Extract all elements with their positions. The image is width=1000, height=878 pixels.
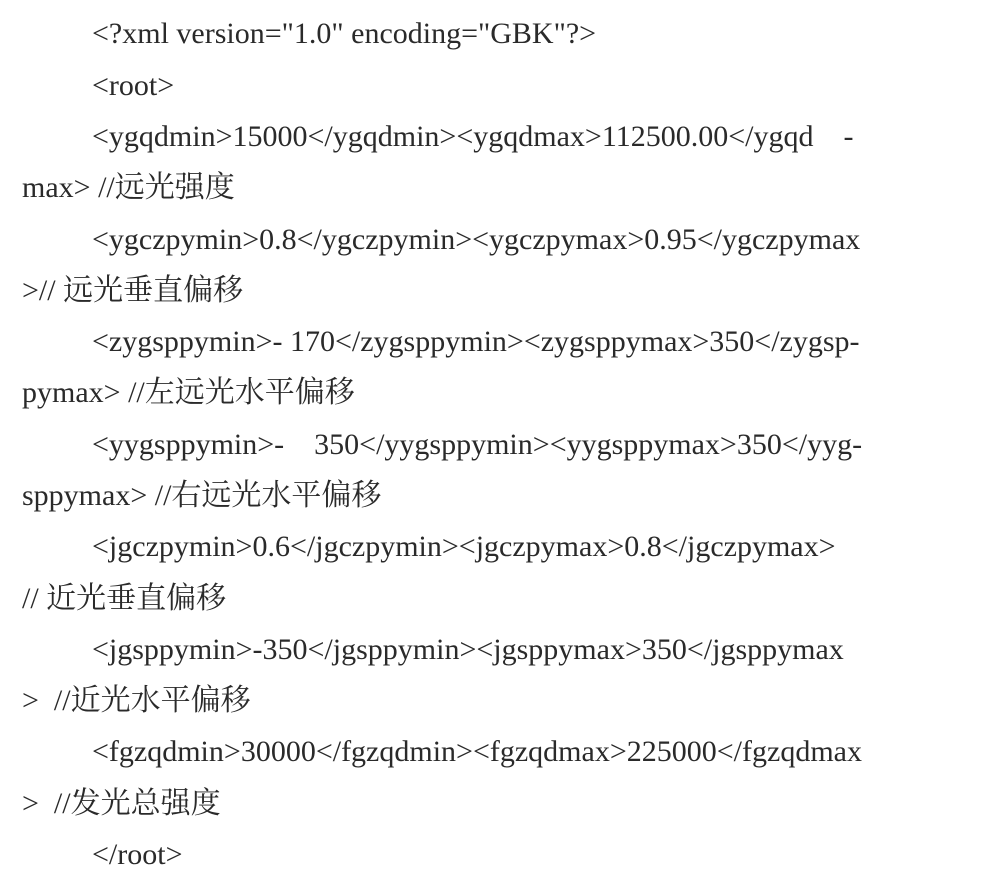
root-close-line: </root> <box>92 838 183 871</box>
ygqd-line: <ygqdmin>15000</ygqdmin><ygqdmax>112500.00</ygqd - <box>92 120 854 153</box>
jgczpy-comment-line: // 近光垂直偏移 <box>22 582 227 615</box>
yygsppy-line: <yygsppymin>- 350</yygsppymin><yygsppymax>350</yyg- <box>92 428 863 461</box>
jgsppy-comment-line: > //近光水平偏移 <box>22 684 251 717</box>
fgzqd-line: <fgzqdmin>30000</fgzqdmin><fgzqdmax>225000</fgzqdmax <box>92 735 862 768</box>
zygsppy-line: <zygsppymin>- 170</zygsppymin><zygsppymax>350</zygsp- <box>92 325 860 358</box>
jgczpy-line: <jgczpymin>0.6</jgczpymin><jgczpymax>0.8</jgczpymax> <box>92 530 836 563</box>
fgzqd-comment-line: > //发光总强度 <box>22 787 221 820</box>
root-open-line: <root> <box>92 69 175 102</box>
jgsppy-line: <jgsppymin>-350</jgsppymin><jgsppymax>350</jgsppymax <box>92 633 844 666</box>
ygczpy-comment-line: >// 远光垂直偏移 <box>22 274 244 307</box>
zygsppy-comment-line: pymax> //左远光水平偏移 <box>22 376 355 409</box>
yygsppy-comment-line: sppymax> //右远光水平偏移 <box>22 479 382 512</box>
xml-declaration-line: <?xml version="1.0" encoding="GBK"?> <box>92 17 597 50</box>
ygqd-comment-line: max> //远光强度 <box>22 171 235 204</box>
ygczpy-line: <ygczpymin>0.8</ygczpymin><ygczpymax>0.95</ygczpymax <box>92 223 861 256</box>
